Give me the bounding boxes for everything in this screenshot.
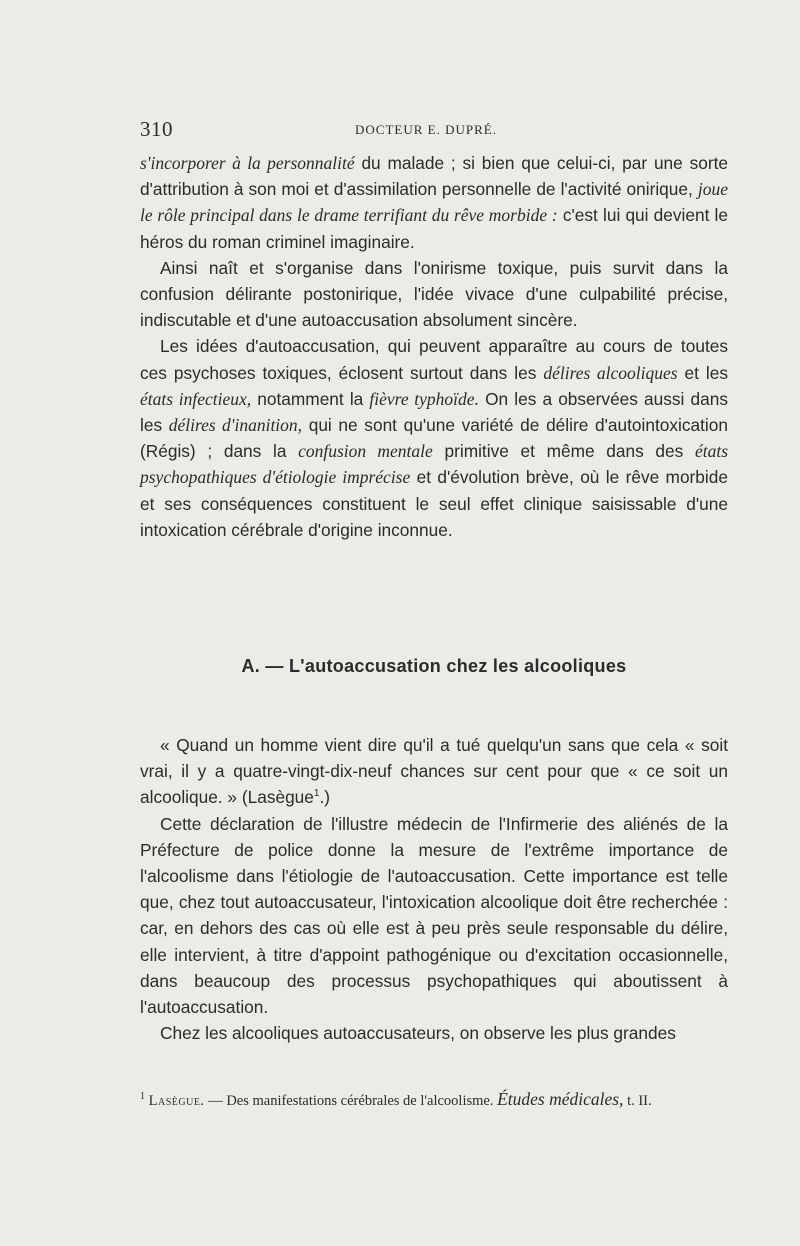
italic-phrase: confusion mentale xyxy=(298,441,433,462)
italic-phrase: s'incorporer à la personnalité xyxy=(140,153,355,173)
page-number: 310 xyxy=(140,117,173,141)
text-run: notamment la xyxy=(251,388,370,409)
text-run: et d'évolution brève, où le rêve morbide et ses conséquences constituent le seul effet clinique saisissable d'une intoxication cérébrale d'origine inconnue. xyxy=(140,467,728,540)
section-heading: A. — L'autoaccusation chez les alcooliques xyxy=(241,656,627,676)
footnote-marker: 1 xyxy=(140,1091,145,1103)
footnote-author: Lasègue. xyxy=(148,1093,205,1109)
text-run: .) xyxy=(319,787,331,808)
text-run: primitive et même dans des xyxy=(432,441,695,462)
footnote-text: — Des manifestations cérébrales de l'alcoolisme. xyxy=(204,1093,498,1109)
paragraph-5: Cette déclaration de l'illustre médecin de l'Infirmerie des aliénés de la Préfecture de police donne la mesure de l'extrême importance de l'alcoolisme dans l'étiologie de l'autoaccusation. Cette importance est telle que, chez tout autoaccusateur, l'intoxication alcoolique doit être recherchée : car, en dehors des cas où elle est à peu près seule responsable du délire, elle intervient, à titre d'appoint pathogénique ou d'excitation occasionnelle, dans beaucoup des processus psychopathiques qui aboutissent à l'autoaccusation. xyxy=(140,813,728,1018)
quote-paragraph xyxy=(140,732,728,811)
footnote-title: Études médicales, xyxy=(497,1089,624,1109)
body-text-section-1 xyxy=(140,150,728,543)
running-head: DOCTEUR E. DUPRÉ. xyxy=(355,122,497,137)
italic-phrase: états infectieux, xyxy=(140,388,252,409)
text-run: et les xyxy=(677,362,729,383)
paragraph-3 xyxy=(140,333,728,543)
text-run: du malade ; si bien que celui-ci, par une sorte d'attribution à son moi et d'assimilation personnelle de l'activité onirique, xyxy=(140,153,728,200)
italic-phrase: états psychopathiques d'étiologie imprécise xyxy=(140,441,729,488)
paragraph-6: Chez les alcooliques autoaccusateurs, on observe les plus grandes xyxy=(160,1023,676,1044)
paragraph-1 xyxy=(140,150,728,255)
paragraph-2: Ainsi naît et s'organise dans l'onirisme toxique, puis survit dans la confusion délirante postonirique, l'idée vivace d'une culpabilité précise, indiscutable et d'une autoaccusation absolument sincère. xyxy=(140,257,728,331)
page-header xyxy=(140,117,728,143)
footnote-ref: 1 xyxy=(313,788,320,800)
text-run: Les idées d'autoaccusation, qui peuvent apparaître au cours de toutes ces psychoses toxiques, éclosent surtout dans les xyxy=(140,336,728,383)
italic-phrase: fièvre typhoïde. xyxy=(369,388,479,409)
italic-phrase: délires d'inanition, xyxy=(168,415,303,436)
footnote-ref-text: t. II. xyxy=(623,1093,652,1109)
text-run: On les a observées aussi dans les xyxy=(140,388,728,436)
text-run: qui ne sont qu'une variété de délire d'autointoxication (Régis) ; dans la xyxy=(140,415,728,462)
italic-phrase: joue le rôle principal dans le drame terrifiant du rêve morbide : xyxy=(140,179,728,226)
text-run: c'est lui qui devient le héros du roman criminel imaginaire. xyxy=(140,205,728,252)
italic-phrase: délires alcooliques xyxy=(543,362,678,383)
footnote xyxy=(140,1089,728,1111)
body-text-section-2 xyxy=(140,732,728,1046)
text-run: « Quand un homme vient dire qu'il a tué quelqu'un sans que cela « soit vrai, il y a quatre-vingt-dix-neuf chances sur cent pour que « ce soit un alcoolique. » (Lasègue xyxy=(140,735,728,808)
